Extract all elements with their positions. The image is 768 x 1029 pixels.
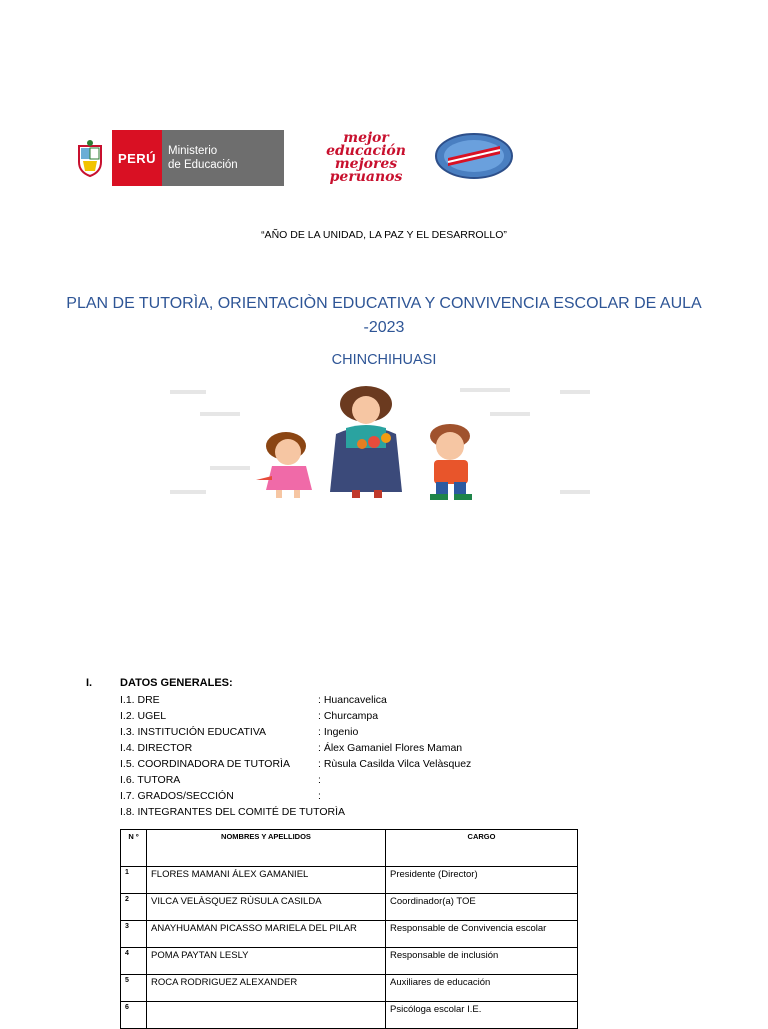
table-row [121, 948, 578, 975]
row-role: Coordinador(a) TOE [386, 894, 578, 921]
row-role: Auxiliares de educación [386, 975, 578, 1002]
general-data-row [120, 804, 471, 820]
ministerio-label [162, 130, 284, 186]
field-value: : Ingenio [318, 726, 359, 738]
field-label: I.7. GRADOS/SECCIÓN [120, 790, 234, 802]
minedu-logo [68, 130, 284, 186]
header-role: CARGO [386, 830, 578, 867]
general-data-row [120, 692, 471, 708]
row-number: 1 [121, 867, 147, 894]
general-data-row [120, 756, 471, 772]
general-data-row [120, 788, 471, 804]
section-title: DATOS GENERALES: [120, 677, 233, 689]
field-value: : [318, 774, 321, 786]
row-name: FLORES MAMANI ÁLEX GAMANIEL [147, 867, 386, 894]
general-data-row [120, 772, 471, 788]
section-heading [86, 677, 233, 689]
field-value: : Rùsula Casilda Vilca Velàsquez [318, 758, 472, 770]
row-number: 6 [121, 1002, 147, 1029]
slogan-logo [316, 132, 416, 184]
table-row [121, 1002, 578, 1029]
table-row [121, 894, 578, 921]
table-row [121, 921, 578, 948]
general-data-row [120, 708, 471, 724]
row-role: Presidente (Director) [386, 867, 578, 894]
field-value: : Churcampa [318, 710, 379, 722]
row-name [147, 1002, 386, 1029]
table-row [121, 867, 578, 894]
slogan-line: mejor [343, 130, 389, 146]
row-number: 3 [121, 921, 147, 948]
ministerio-line1: Ministerio [168, 145, 218, 157]
field-value: : [318, 790, 321, 802]
general-data-list [120, 692, 471, 820]
school-emblem-icon [434, 132, 514, 180]
general-data-row [120, 724, 471, 740]
document-subtitle: CHINCHIHUASI [331, 352, 437, 368]
field-label: I.8. INTEGRANTES DEL COMITÉ DE TUTORÌA [120, 806, 346, 818]
row-name: VILCA VELÀSQUEZ RÙSULA CASILDA [147, 894, 386, 921]
field-label: I.4. DIRECTOR [120, 742, 193, 754]
table-header-row [121, 830, 578, 867]
row-role: Psicóloga escolar I.E. [386, 1002, 578, 1029]
field-label: I.2. UGEL [120, 710, 167, 722]
field-label: I.5. COORDINADORA DE TUTORÌA [120, 758, 290, 770]
row-number: 5 [121, 975, 147, 1002]
slogan-line: educación [326, 143, 406, 159]
field-label: I.3. INSTITUCIÓN EDUCATIVA [120, 726, 267, 738]
field-value: : Huancavelica [318, 694, 387, 706]
general-data-row [120, 740, 471, 756]
row-role: Responsable de Convivencia escolar [386, 921, 578, 948]
year-motto: “AÑO DE LA UNIDAD, LA PAZ Y EL DESARROLLO” [261, 229, 507, 241]
slogan-line: mejores [334, 156, 398, 172]
slogan-line: peruanos [329, 169, 403, 185]
header-number: N º [121, 830, 147, 867]
row-name: ROCA RODRIGUEZ ALEXANDER [147, 975, 386, 1002]
field-value: : Álex Gamaniel Flores Maman [318, 742, 463, 754]
row-name: ANAYHUAMAN PICASSO MARIELA DEL PILAR [147, 921, 386, 948]
row-number: 2 [121, 894, 147, 921]
field-label: I.1. DRE [120, 694, 160, 706]
teacher-children-illustration [160, 382, 600, 502]
row-number: 4 [121, 948, 147, 975]
document-title: PLAN DE TUTORÌA, ORIENTACIÒN EDUCATIVA Y CONVIVENCIA ESCOLAR DE AULA -2023 [66, 295, 702, 336]
peru-coat-of-arms-icon [68, 130, 112, 186]
header-names: NOMBRES Y APELLIDOS [147, 830, 386, 867]
ministerio-line2: de Educación [168, 159, 238, 171]
table-row [121, 975, 578, 1002]
committee-table [120, 829, 578, 1029]
peru-label: PERÚ [112, 130, 162, 186]
section-number: I. [86, 677, 93, 689]
row-role: Responsable de inclusión [386, 948, 578, 975]
row-name: POMA PAYTAN LESLY [147, 948, 386, 975]
field-label: I.6. TUTORA [120, 774, 181, 786]
